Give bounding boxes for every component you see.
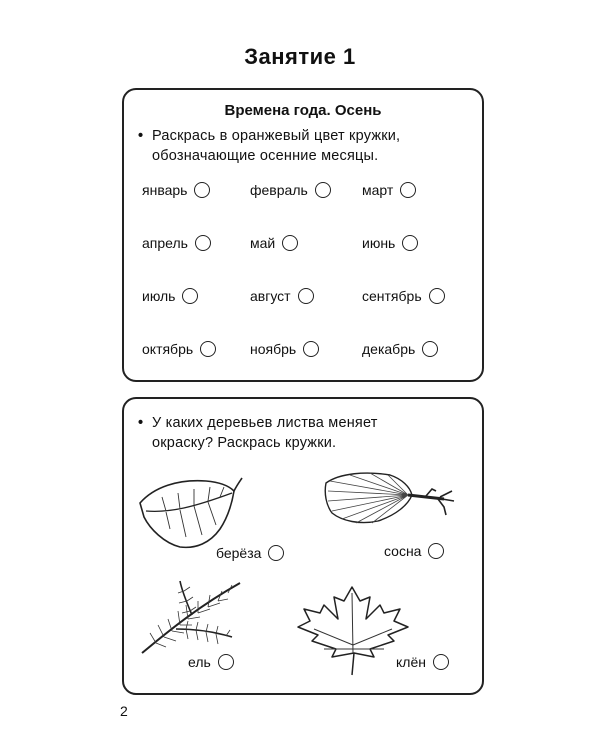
month-item [142,233,250,253]
month-circle[interactable] [422,341,438,357]
month-item [362,233,472,253]
month-label: апрель [142,235,188,251]
trees-panel [122,397,484,695]
month-circle[interactable] [429,288,445,304]
tree-circle[interactable] [428,543,444,559]
month-label: март [362,182,394,198]
tree-circle[interactable] [433,654,449,670]
month-item [250,339,362,359]
month-label: июнь [362,235,396,251]
month-label: январь [142,182,188,198]
month-circle[interactable] [182,288,198,304]
month-circle[interactable] [400,182,416,198]
tree-label: берёза [216,545,262,561]
month-circle[interactable] [195,235,211,251]
month-item [142,339,250,359]
tree-item-spruce [188,654,234,670]
month-label: май [250,235,276,251]
tree-item-maple [396,654,449,670]
month-item [362,286,472,306]
tree-label: ель [188,654,211,670]
month-item [142,180,250,200]
section-title: Времена года. Осень [224,102,382,119]
month-label: июль [142,288,176,304]
spruce-branch-icon [136,577,248,659]
tree-circle[interactable] [268,545,284,561]
months-grid [142,180,472,359]
instruction-text: У каких деревьев листва меняет окраску? Раскрась кружки. [152,415,378,451]
tree-item-birch [216,545,284,561]
tree-label: сосна [384,543,422,559]
month-circle[interactable] [200,341,216,357]
month-circle[interactable] [298,288,314,304]
month-item [142,286,250,306]
page-title: Занятие 1 [244,44,356,69]
bullet: • [138,415,144,431]
month-item [362,339,472,359]
month-circle[interactable] [303,341,319,357]
month-item [250,180,362,200]
pine-branch-icon [320,469,460,529]
birch-leaf-icon [136,473,244,551]
month-item [250,286,362,306]
month-item [250,233,362,253]
maple-leaf-icon [294,583,412,679]
month-circle[interactable] [282,235,298,251]
month-label: ноябрь [250,341,297,357]
page-number: 2 [120,703,128,719]
month-label: февраль [250,182,308,198]
instruction-text: Раскрась в оранжевый цвет кружки, обозначающие осенние месяцы. [152,128,401,164]
task-instruction [138,413,472,453]
month-circle[interactable] [402,235,418,251]
month-circle[interactable] [315,182,331,198]
seasons-panel [122,88,484,382]
month-label: декабрь [362,341,416,357]
tree-item-pine [384,543,444,559]
month-circle[interactable] [194,182,210,198]
month-label: сентябрь [362,288,422,304]
tree-label: клён [396,654,426,670]
month-label: август [250,288,291,304]
month-item [362,180,472,200]
month-label: октябрь [142,341,194,357]
task-instruction [138,126,472,166]
bullet: • [138,128,144,144]
tree-circle[interactable] [218,654,234,670]
